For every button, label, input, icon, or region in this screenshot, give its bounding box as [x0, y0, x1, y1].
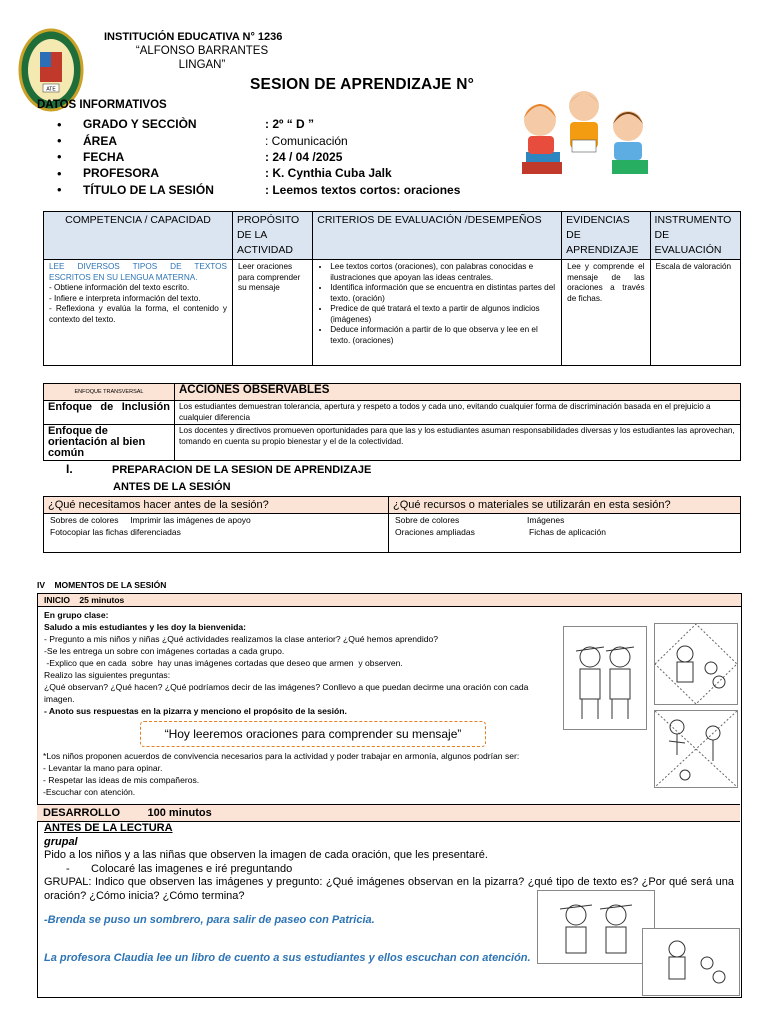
cell-instrumento: Escala de valoración [650, 260, 740, 366]
col-header-instrumento: INSTRUMENTO DE EVALUACIÓN [650, 212, 740, 260]
enfoque-text: Los docentes y directivos promueven oportunidades para que las y los estudiantes asuman responsabilidades diversas y los estudiantes las aprovechan, tomando en cuenta su propio bienestar y el de la colectividad. [175, 425, 741, 461]
col-header-enfoque: ENFOQUE TRANSVERSAL [44, 384, 175, 401]
acuerdos-content: *Los niños proponen acuerdos de convivencia necesarios para la actividad y poder trabajar en armonía, algunos podrían ser: - Levantar la mano para opinar. - Respetar las ideas de mis compañeros. -Escuchar con atención. [43, 751, 520, 797]
svg-text:ATE: ATE [46, 86, 56, 93]
competencias-table [43, 211, 741, 366]
col-header-competencia: COMPETENCIA / CAPACIDAD [44, 212, 233, 260]
momentos-heading: IV MOMENTOS DE LA SESIÓN [37, 580, 167, 590]
info-row: • PROFESORA : K. Cynthia Cuba Jalk [57, 165, 392, 181]
info-row: • ÁREA : Comunicación [57, 133, 348, 149]
info-row: • TÍTULO DE LA SESIÓN : Leemos textos cortos: oraciones [57, 182, 461, 198]
enfoque-name: Enfoque de Inclusión [44, 401, 175, 425]
desarrollo-content: ANTES DE LA LECTURA grupal Pido a los niños y a las niñas que observen la imagen de cada oración, que les presentaré. - Colocaré las imagenes e iré preguntando GRUPAL: Indico que observen las imágenes y pregunto: ¿Qué imágenes observan en la pizarra? ¿qué tipo de texto es? ¿Por qué será una oración? ¿Cómo inicia? ¿Cómo termina? -Brenda se puso un sombrero, para salir de paseo con Patricia. La profesora Claudia lee un libro de cuento a sus estudiantes y ellos escuchan con atención. [44, 822, 734, 964]
page-title: SESION DE APRENDIZAJE N° [250, 76, 475, 93]
children-hats-illustration [563, 626, 647, 730]
cell-proposito: Leer oraciones para comprender su mensaje [232, 260, 312, 366]
antes-sesion-heading: ANTES DE LA SESIÓN [113, 481, 231, 493]
preparacion-table [43, 496, 741, 553]
cell-competencia: LEE DIVERSOS TIPOS DE TEXTOS ESCRITOS EN SU LENGUA MATERNA. - Obtiene información del texto escrito. - Infiere e interpreta información del texto. - Reflexiona y evalúa la forma, el contenido y contexto del texto. [44, 260, 233, 366]
inicio-bar: INICIO 25 minutos [38, 594, 741, 607]
col-header-que-hacer: ¿Qué necesitamos hacer antes de la sesión? [44, 497, 389, 514]
col-header-recursos: ¿Qué recursos o materiales se utilizarán en esta sesión? [389, 497, 741, 514]
col-header-acciones: ACCIONES OBSERVABLES [175, 384, 741, 401]
info-row: • FECHA : 24 / 04 /2025 [57, 149, 343, 165]
cell-que-hacer: Sobres de colores Imprimir las imágenes de apoyo Fotocopiar las fichas diferenciadas [44, 514, 389, 553]
col-header-proposito: PROPÓSITO DE LA ACTIVIDAD [232, 212, 312, 260]
inicio-content: En grupo clase: Saludo a mis estudiantes y les doy la bienvenida: - Pregunto a mis niños y niñas ¿Qué actividades realizamos la clase anterior? ¿Qué hemos aprendido? -Se les entrega un sobre con imágenes cortadas a cada grupo. -Explico que en cada sobre hay unas imágenes cortadas que deseo que armen y observen. Realizo las siguientes preguntas: ¿Qué observan? ¿Qué hacen? ¿Qué podríamos decir de las imágenes? Conllevo a que puedan decirme una oración con cada imagen. - Anoto sus respuestas en la pizarra y menciono el propósito de la sesión. [44, 610, 529, 716]
col-header-evidencias: EVIDENCIAS DE APRENDIZAJE [562, 212, 650, 260]
cell-evidencias: Lee y comprende el mensaje de las oraciones a través de fichas. [562, 260, 650, 366]
info-row: • GRADO Y SECCIÒN : 2º “ D ” [57, 116, 315, 132]
children-playing-illustration [654, 710, 738, 788]
kids-reading-illustration [512, 82, 658, 182]
teacher-students-illustration [642, 928, 740, 996]
enfoque-text: Los estudiantes demuestran tolerancia, apertura y respeto a todos y cada uno, evitando cualquier forma de discriminación basada en el prejuicio a cualquier diferencia [175, 401, 741, 425]
datos-informativos-heading: DATOS INFORMATIVOS [37, 99, 167, 111]
enfoque-name: Enfoque de orientación al bien común [44, 425, 175, 461]
institution-name: “ALFONSO BARRANTES LINGAN” [135, 45, 269, 71]
enfoques-table [43, 383, 741, 461]
institution-title: INSTITUCIÓN EDUCATIVA N° 1236 [104, 31, 283, 43]
cell-recursos: Sobre de colores Imágenes Oraciones ampliadas Fichas de aplicación [389, 514, 741, 553]
cell-criterios: • Lee textos cortos (oraciones), con palabras conocidas e ilustraciones que apoyan las ideas centrales. • Identifica información que se encuentra en distintas partes del texto. (oración) • Predice de qué tratará el texto a partir de algunos indicios (imágenes) • Deduce información a partir de lo que observa y lee en el texto. (oraciones) [313, 260, 562, 366]
col-header-criterios: CRITERIOS DE EVALUACIÓN /DESEMPEÑOS [313, 212, 562, 260]
teacher-reading-illustration [654, 623, 738, 705]
datos-informativos-list [57, 116, 460, 198]
brenda-hat-illustration [537, 890, 655, 964]
desarrollo-bar: DESARROLLO 100 minutos [37, 804, 740, 822]
proposito-callout: “Hoy leeremos oraciones para comprender su mensaje” [140, 721, 486, 747]
section-preparacion-heading: I. PREPARACION DE LA SESION DE APRENDIZAJE [66, 462, 372, 476]
